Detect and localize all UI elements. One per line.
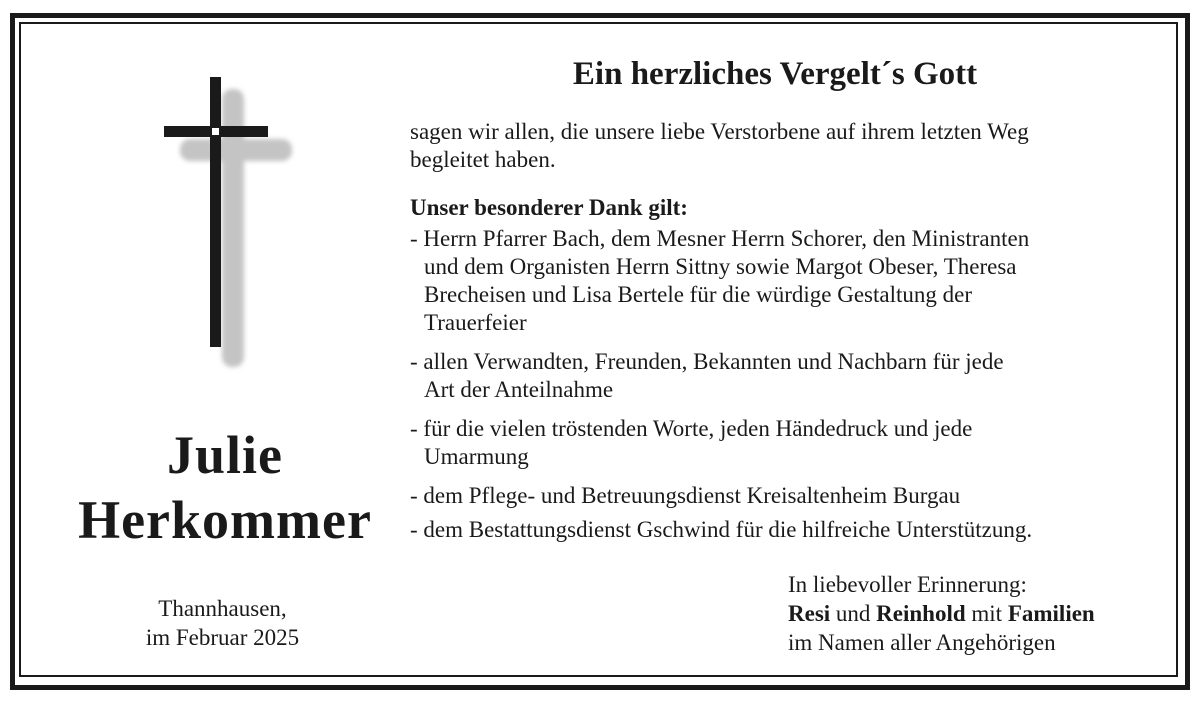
signoff-line: im Namen aller Angehörigen bbox=[788, 630, 1056, 655]
thanks-line: Art der Anteilnahme bbox=[424, 377, 614, 402]
signoff-connector: und bbox=[830, 601, 877, 626]
deceased-first-name: Julie bbox=[166, 425, 283, 485]
thanks-line: - allen Verwandten, Freunden, Bekannten und Nachbarn für jede bbox=[410, 349, 1004, 374]
thanks-line: - für die vielen tröstenden Worte, jeden Händedruck und jede bbox=[410, 416, 973, 441]
date-line: im Februar 2025 bbox=[145, 625, 300, 650]
headline: Ein herzliches Vergelt´s Gott bbox=[572, 56, 978, 92]
thanks-item bbox=[410, 225, 1160, 337]
thanks-item bbox=[410, 348, 1160, 404]
intro-text bbox=[410, 118, 1160, 174]
place-date bbox=[100, 594, 345, 652]
intro-line: begleitet haben. bbox=[410, 147, 556, 172]
intro-line: sagen wir allen, die unsere liebe Verstorbene auf ihrem letzten Weg bbox=[410, 119, 1029, 144]
thanks-line: - dem Bestattungsdienst Gschwind für die hilfreiche Unterstützung. bbox=[410, 517, 1033, 542]
thanks-item bbox=[410, 516, 1160, 544]
place-line: Thannhausen, bbox=[158, 596, 287, 621]
signer-name: Resi bbox=[788, 601, 831, 626]
deceased-last-name: Herkommer bbox=[78, 490, 372, 550]
signoff-connector: mit bbox=[965, 601, 1008, 626]
thanks-heading: Unser besonderer Dank gilt: bbox=[410, 195, 688, 220]
thanks-line: Trauerfeier bbox=[424, 310, 527, 335]
thanks-line: Umarmung bbox=[424, 444, 529, 469]
thanks-line: Brecheisen und Lisa Bertele für die würdige Gestaltung der bbox=[424, 282, 972, 307]
thanks-item bbox=[410, 482, 1160, 510]
thanks-item bbox=[410, 415, 1160, 471]
signer-name: Reinhold bbox=[876, 601, 966, 626]
thanks-line: - Herrn Pfarrer Bach, dem Mesner Herrn Schorer, den Ministranten bbox=[410, 226, 1030, 251]
signoff-line: In liebevoller Erinnerung: bbox=[788, 572, 1027, 597]
thanks-line: und dem Organisten Herrn Sittny sowie Margot Obeser, Theresa bbox=[424, 254, 1017, 279]
cross-icon bbox=[160, 75, 300, 377]
thanks-line: - dem Pflege- und Betreuungsdienst Kreisaltenheim Burgau bbox=[410, 483, 961, 508]
signer-name: Familien bbox=[1007, 601, 1095, 626]
signoff-names bbox=[788, 599, 1168, 628]
signoff bbox=[788, 570, 1168, 657]
